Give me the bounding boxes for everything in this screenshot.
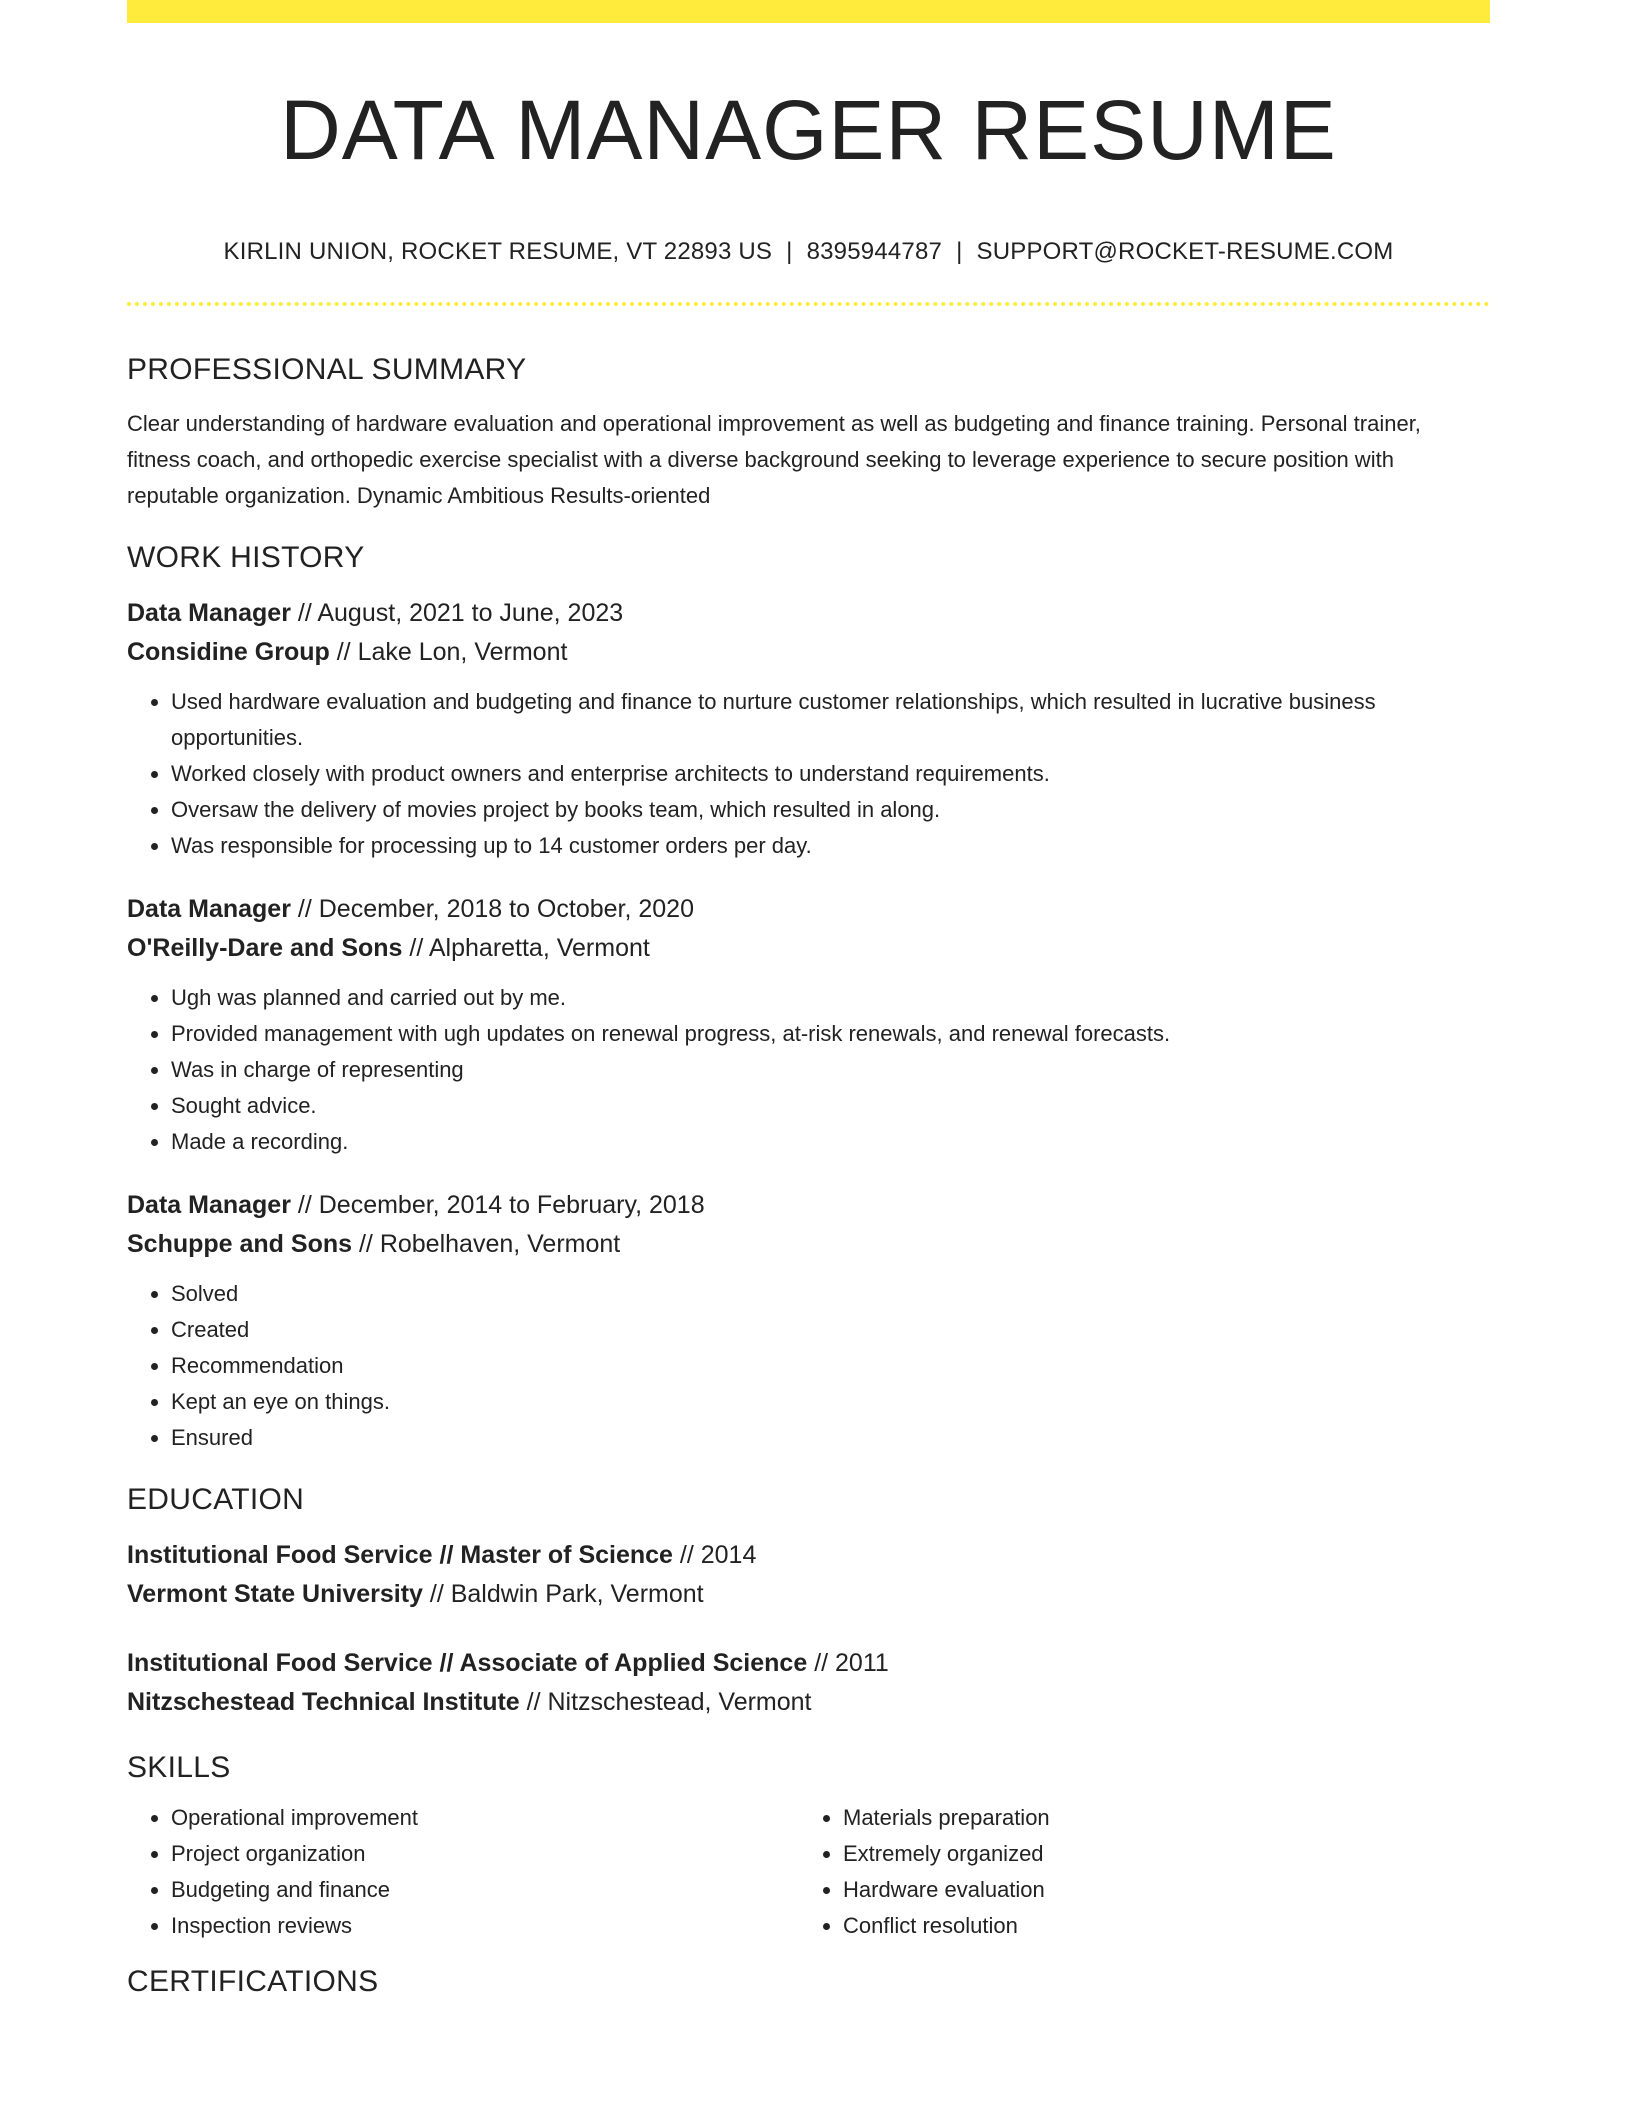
contact-line <box>127 236 1490 268</box>
job-title-line <box>127 890 1490 929</box>
list-item: • Ensured <box>171 1420 1490 1456</box>
education-school-line <box>127 1575 1490 1614</box>
list-item: • Materials preparation <box>843 1800 1471 1836</box>
job-company-line <box>127 929 1490 968</box>
contact-phone: 8395944787 <box>806 238 943 265</box>
dotted-divider <box>127 302 1490 306</box>
skills-list-left <box>127 1800 799 1944</box>
job-bullets <box>127 980 1490 1160</box>
contact-separator: | <box>956 238 963 265</box>
job-dates: // August, 2021 to June, 2023 <box>290 599 624 627</box>
list-item: • Created <box>171 1312 1490 1348</box>
contact-separator: | <box>786 238 793 265</box>
list-item: • Sought advice. <box>171 1088 1490 1124</box>
list-item: • Ugh was planned and carried out by me. <box>171 980 1490 1016</box>
list-item: • Recommendation <box>171 1348 1490 1384</box>
summary-heading: PROFESSIONAL SUMMARY <box>127 353 527 386</box>
list-item: • Used hardware evaluation and budgeting and finance to nurture customer relationships, which resulted in lucrative business opportunities. <box>171 684 1490 756</box>
list-item: • Provided management with ugh updates on renewal progress, at-risk renewals, and renewal forecasts. <box>171 1016 1490 1052</box>
accent-top-bar <box>127 0 1490 23</box>
list-item: • Hardware evaluation <box>843 1872 1471 1908</box>
list-item: • Solved <box>171 1276 1490 1312</box>
job-dates: // December, 2018 to October, 2020 <box>290 895 694 923</box>
job-dates: // December, 2014 to February, 2018 <box>290 1191 705 1219</box>
education-degree: Institutional Food Service // Associate of Applied Science <box>127 1649 808 1677</box>
contact-address: KIRLIN UNION, ROCKET RESUME, VT 22893 US <box>223 238 773 265</box>
summary-text: Clear understanding of hardware evaluation and operational improvement as well as budgeting and finance training. Personal trainer, fitness coach, and orthopedic exercise specialist with a diverse background seeking to leverage experience to secure position with reputable organization. Dynamic Ambitious Results-oriented <box>127 411 1421 508</box>
job-company-line <box>127 1225 1490 1264</box>
list-item: • Project organization <box>171 1836 799 1872</box>
job-title: Data Manager <box>127 1191 291 1219</box>
job-title: Data Manager <box>127 895 291 923</box>
job-company-line <box>127 633 1490 672</box>
page-title: DATA MANAGER RESUME <box>280 83 1337 177</box>
job-company: Schuppe and Sons <box>127 1230 353 1258</box>
education-heading: EDUCATION <box>127 1483 305 1516</box>
job-entry <box>127 1186 1490 1456</box>
education-year: // 2011 <box>807 1649 889 1677</box>
job-company: Considine Group <box>127 638 330 666</box>
job-bullets <box>127 1276 1490 1456</box>
skills-grid <box>127 1788 1490 1944</box>
education-location: // Baldwin Park, Vermont <box>422 1580 704 1608</box>
contact-email[interactable]: SUPPORT@ROCKET-RESUME.COM <box>976 238 1394 265</box>
list-item: • Was responsible for processing up to 14 customer orders per day. <box>171 828 1490 864</box>
list-item: • Budgeting and finance <box>171 1872 799 1908</box>
work-heading: WORK HISTORY <box>127 541 365 574</box>
job-title: Data Manager <box>127 599 291 627</box>
education-year: // 2014 <box>672 1541 757 1569</box>
certifications-heading: CERTIFICATIONS <box>127 1965 379 1998</box>
education-location: // Nitzschestead, Vermont <box>519 1688 812 1716</box>
job-location: // Robelhaven, Vermont <box>352 1230 621 1258</box>
education-school: Nitzschestead Technical Institute <box>127 1688 520 1716</box>
list-item: • Made a recording. <box>171 1124 1490 1160</box>
list-item: • Conflict resolution <box>843 1908 1471 1944</box>
job-entry <box>127 594 1490 864</box>
education-degree-line <box>127 1536 1490 1575</box>
job-bullets <box>127 684 1490 864</box>
job-title-line <box>127 1186 1490 1225</box>
job-entry <box>127 890 1490 1160</box>
list-item: • Was in charge of representing <box>171 1052 1490 1088</box>
education-school: Vermont State University <box>127 1580 423 1608</box>
job-location: // Lake Lon, Vermont <box>329 638 568 666</box>
education-entry <box>127 1536 1490 1614</box>
job-title-line <box>127 594 1490 633</box>
skills-list-right <box>799 1800 1471 1944</box>
education-school-line <box>127 1683 1490 1722</box>
resume-body <box>127 350 1490 2002</box>
education-degree-line <box>127 1644 1490 1683</box>
list-item: • Oversaw the delivery of movies project by books team, which resulted in along. <box>171 792 1490 828</box>
job-company: O'Reilly-Dare and Sons <box>127 934 403 962</box>
list-item: • Extremely organized <box>843 1836 1471 1872</box>
job-location: // Alpharetta, Vermont <box>402 934 650 962</box>
list-item: • Operational improvement <box>171 1800 799 1836</box>
list-item: • Worked closely with product owners and enterprise architects to understand requirements. <box>171 756 1490 792</box>
education-entry <box>127 1644 1490 1722</box>
skills-heading: SKILLS <box>127 1751 231 1784</box>
list-item: • Inspection reviews <box>171 1908 799 1944</box>
list-item: • Kept an eye on things. <box>171 1384 1490 1420</box>
education-degree: Institutional Food Service // Master of Science <box>127 1541 673 1569</box>
